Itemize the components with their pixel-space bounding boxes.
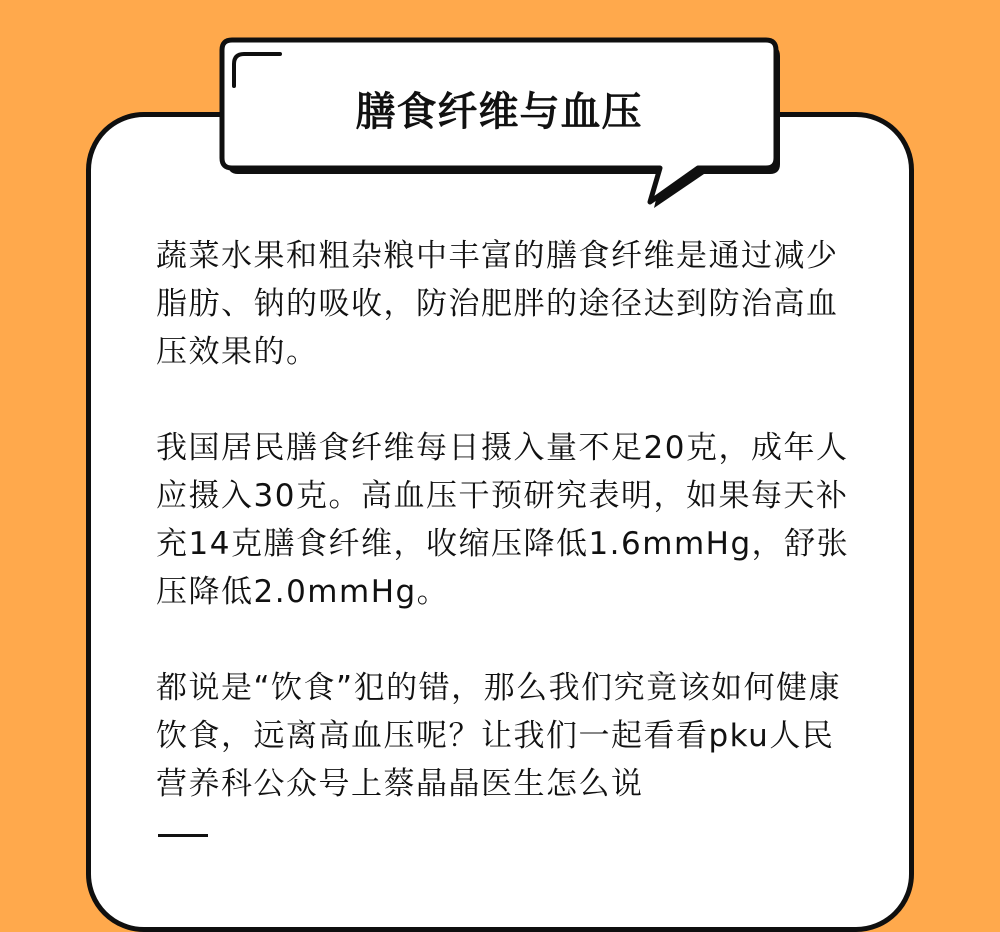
paragraph-2: 我国居民膳食纤维每日摄入量不足20克，成年人应摄入30克。高血压干预研究表明，如果每天补充14克膳食纤维，收缩压降低1.6mmHg，舒张压降低2.0mmHg。: [156, 430, 850, 610]
article-body: [156, 232, 856, 808]
paragraph-3: 都说是“饮食”犯的错，那么我们究竟该如何健康饮食，远离高血压呢？让我们一起看看pku人民营养科公众号上蔡晶晶医生怎么说: [156, 670, 842, 802]
divider-dash: [158, 834, 208, 837]
title-speech-bubble: [214, 36, 786, 212]
page-title: 膳食纤维与血压: [355, 88, 643, 135]
paragraph-1: 蔬菜水果和粗杂粮中丰富的膳食纤维是通过减少脂肪、钠的吸收，防治肥胖的途径达到防治高血压效果的。: [156, 238, 839, 370]
